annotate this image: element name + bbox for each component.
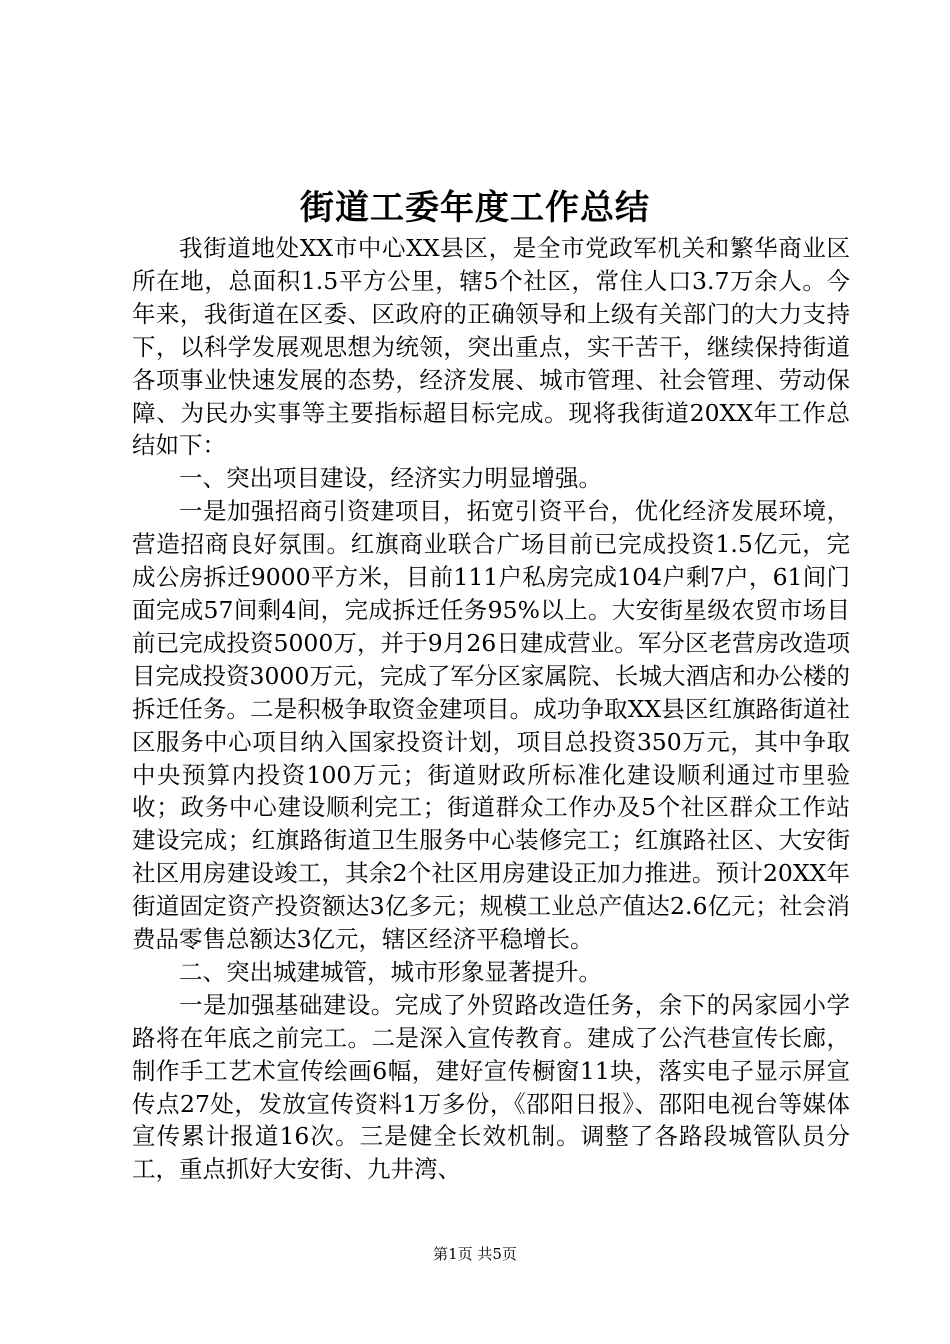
document-body [132, 232, 850, 1186]
page-number-footer: 第1页 共5页 [433, 1245, 517, 1263]
paragraph-intro: 我街道地处XX市中心XX县区，是全市党政军机关和繁华商业区所在地，总面积1.5平方公里，辖5个社区，常住人口3.7万余人。今年来，我街道在区委、区政府的正确领导和上级有关部门的大力支持下，以科学发展观思想为统领，突出重点，实干苦干，继续保持街道各项事业快速发展的态势，经济发展、城市管理、社会管理、劳动保障、为民办实事等主要指标超目标完成。现将我街道20XX年工作总结如下： [132, 234, 850, 460]
paragraph-section-2: 一是加强基础建设。完成了外贸路改造任务，余下的呙家园小学路将在年底之前完工。二是深入宣传教育。建成了公汽巷宣传长廊，制作手工艺术宣传绘画6幅，建好宣传橱窗11块，落实电子显示屏宣传点27处，发放宣传资料1万多份，《邵阳日报》、邵阳电视台等媒体宣传累计报道16次。三是健全长效机制。调整了各路段城管队员分工，重点抓好大安街、九井湾、 [132, 990, 850, 1184]
paragraph-section-1: 一是加强招商引资建项目，拓宽引资平台，优化经济发展环境，营造招商良好氛围。红旗商业联合广场目前已完成投资1.5亿元，完成公房拆迁9000平方米，目前111户私房完成104户剩7户，61间门面完成57间剩4间，完成拆迁任务95%以上。大安街星级农贸市场目前已完成投资5000万，并于9月26日建成营业。军分区老营房改造项目完成投资3000万元，完成了军分区家属院、长城大酒店和办公楼的拆迁任务。二是积极争取资金建项目。成功争取XX县区红旗路街道社区服务中心项目纳入国家投资计划，项目总投资350万元，其中争取中央预算内投资100万元；街道财政所标准化建设顺利通过市里验收；政务中心建设顺利完工；街道群众工作办及5个社区群众工作站建设完成；红旗路街道卫生服务中心装修完工；红旗路社区、大安街社区用房建设竣工，其余2个社区用房建设正加力推进。预计20XX年街道固定资产投资额达3亿多元；规模工业总产值达2.6亿元；社会消费品零售总额达3亿元，辖区经济平稳增长。 [132, 497, 850, 954]
section-heading-2: 二、突出城建城管，城市形象显著提升。 [179, 957, 602, 986]
section-heading-1: 一、突出项目建设，经济实力明显增强。 [179, 464, 602, 493]
document-title: 街道工委年度工作总结 [300, 188, 650, 228]
